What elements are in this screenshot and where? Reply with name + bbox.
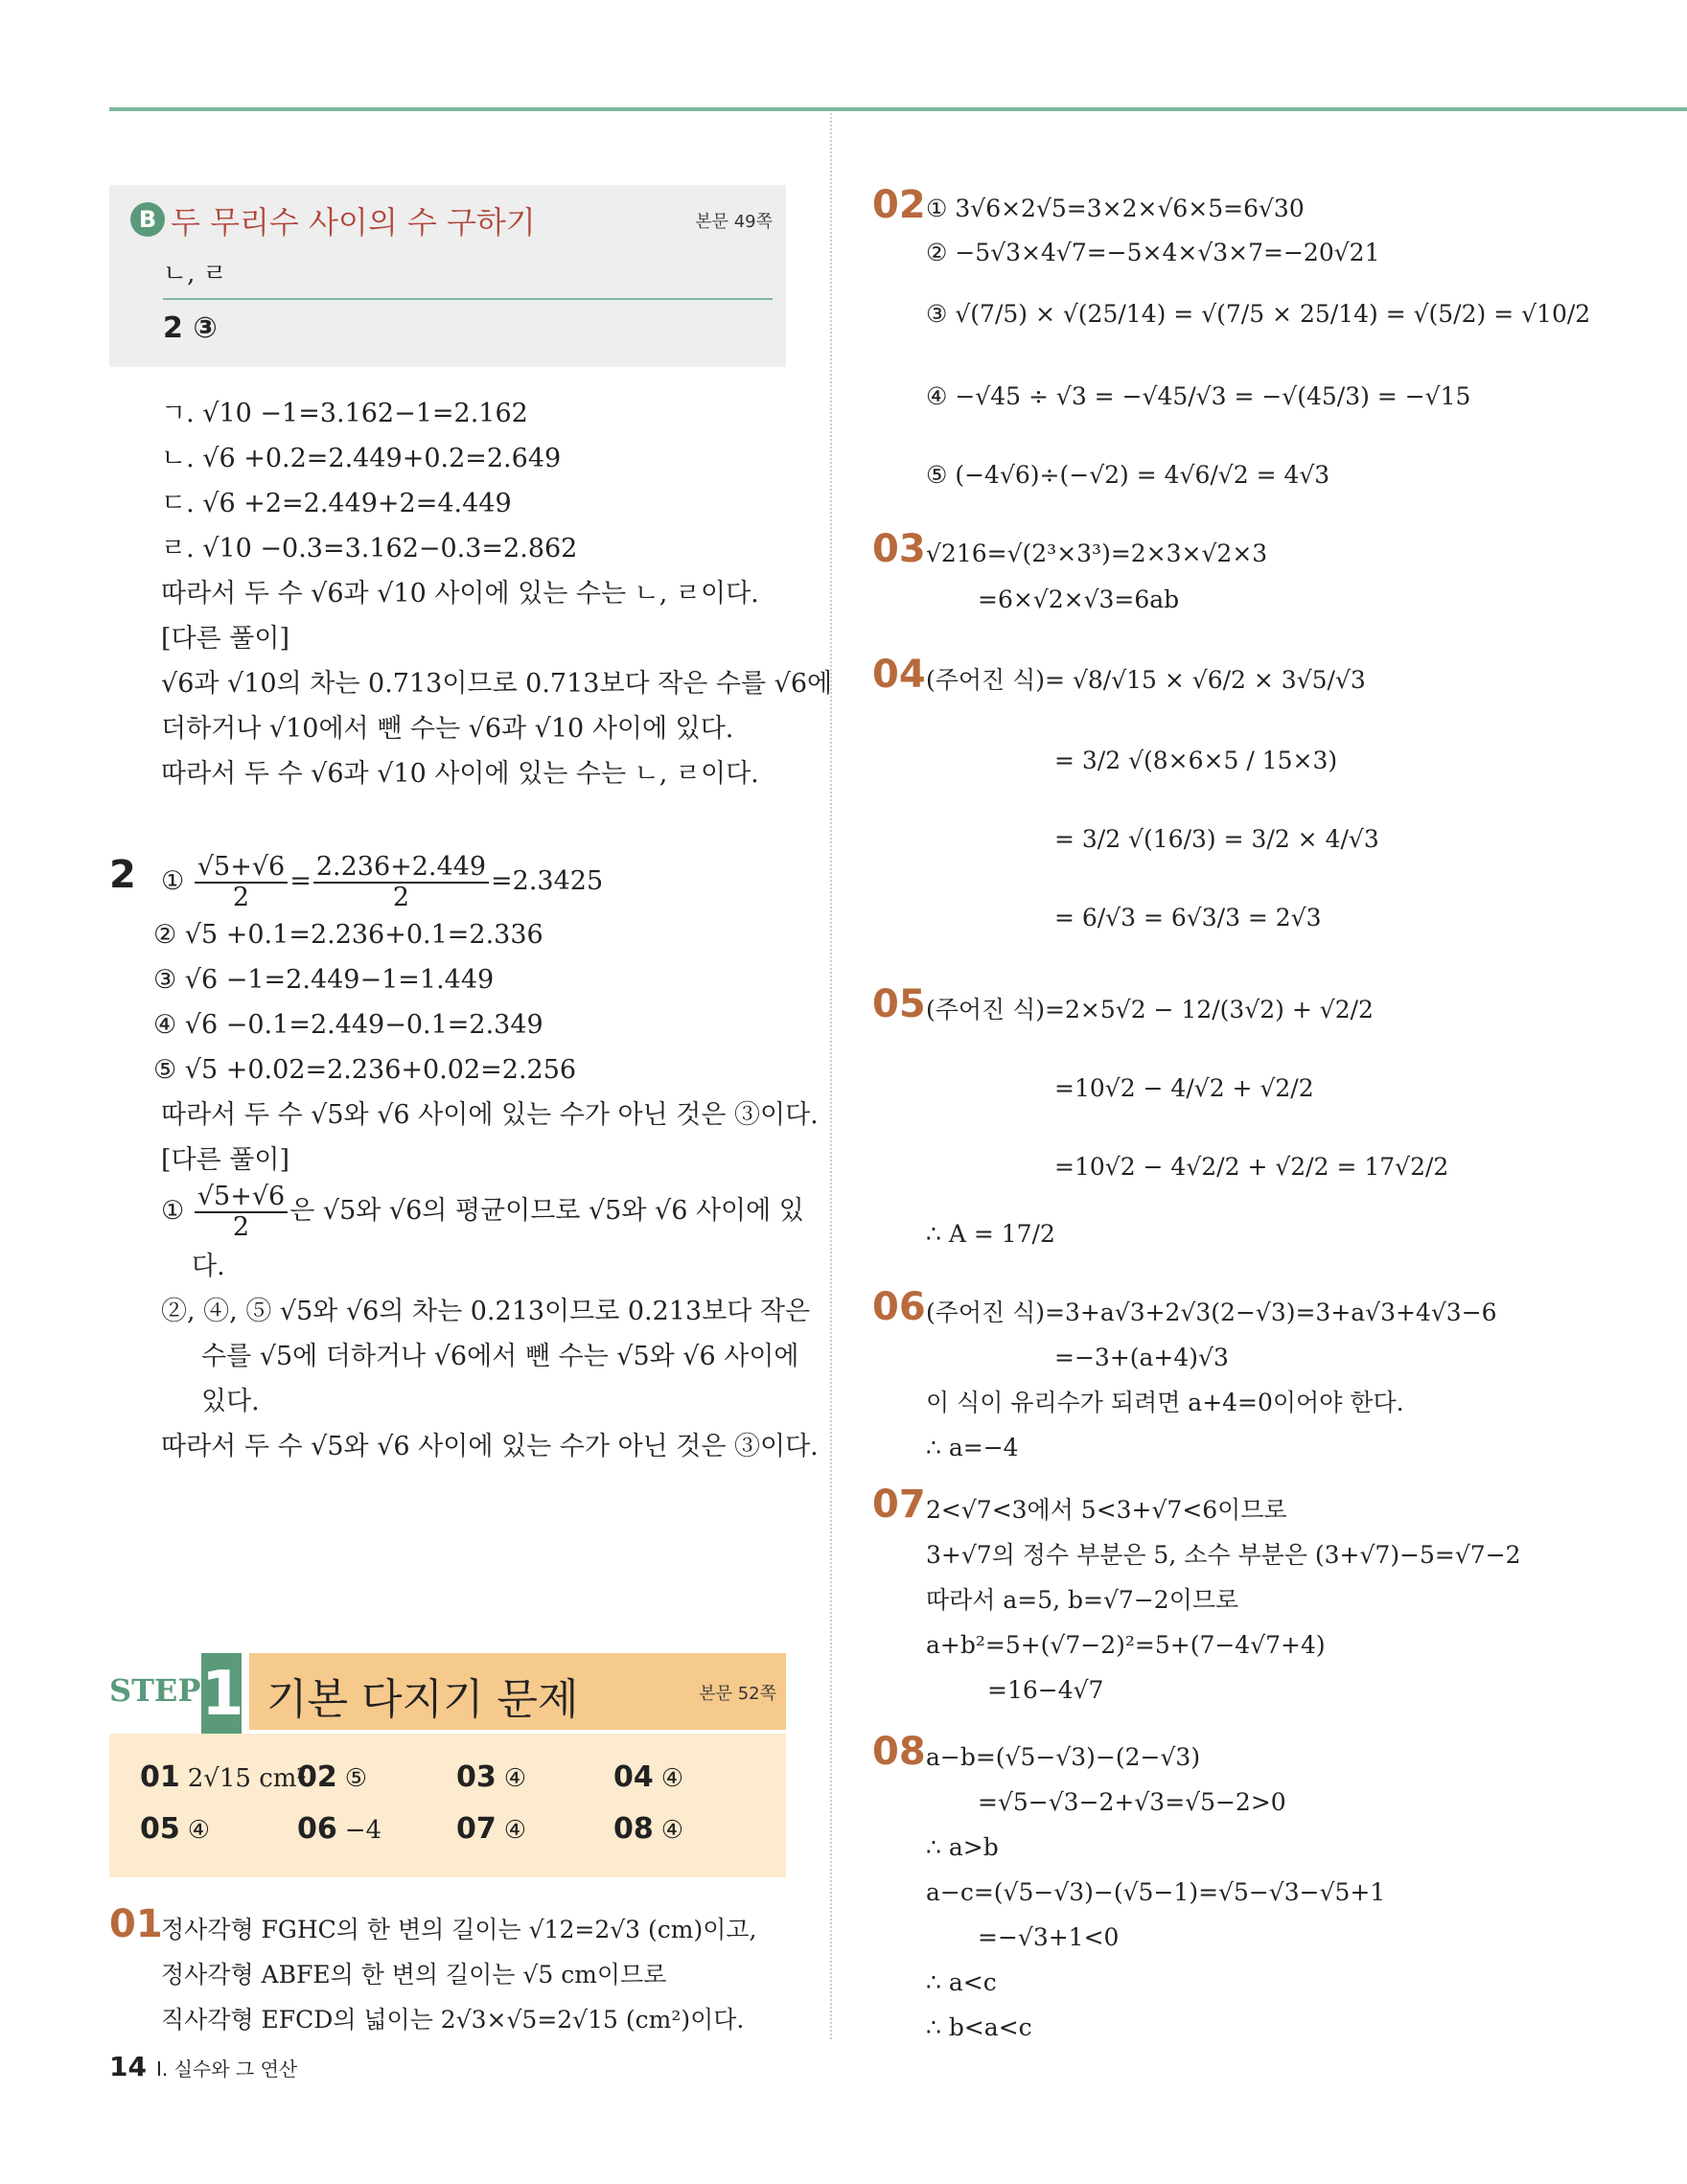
- q06-line: =−3+(a+4)√3: [1054, 1344, 1229, 1371]
- answer-item: [613, 1812, 683, 1846]
- b2-alt-1: [161, 1181, 804, 1242]
- q05-number: 05: [872, 982, 926, 1026]
- b2-line: [다른 풀이]: [161, 1145, 289, 1175]
- b1-line: √6과 √10의 차는 0.713이므로 0.713보다 작은 수를 √6에: [161, 669, 833, 699]
- answer-no: 07: [456, 1812, 497, 1846]
- q07-line: 3+√7의 정수 부분은 5, 소수 부분은 (3+√7)−5=√7−2: [926, 1541, 1521, 1569]
- q03-line: =6×√2×√3=6ab: [978, 586, 1180, 613]
- b1-line: ㄱ. √10 −1=3.162−1=2.162: [161, 399, 528, 428]
- q01-line: 직사각형 EFCD의 넓이는 2√3×√5=2√15 (cm²)이다.: [161, 2006, 745, 2034]
- q06-line: ∴ a=−4: [926, 1434, 1019, 1461]
- q06-number: 06: [872, 1285, 926, 1329]
- numerator: √5+√6: [195, 853, 288, 884]
- answer-item: [456, 1812, 526, 1846]
- step-word: STEP: [109, 1672, 201, 1709]
- answer-item: [140, 1812, 210, 1846]
- q07-line: 2<√7<3에서 5<3+√7<6이므로: [926, 1496, 1287, 1524]
- section-b-badge: B: [130, 202, 165, 237]
- answer-val: ④: [503, 1816, 527, 1845]
- b1-line: 따라서 두 수 √6과 √10 사이에 있는 수는 ㄴ, ㄹ이다.: [161, 759, 759, 789]
- q07-line: =16−4√7: [987, 1676, 1104, 1704]
- answer-val: ⑤: [344, 1764, 368, 1793]
- section-b-page-ref: 본문 49쪽: [695, 212, 773, 232]
- answer-val: ④: [503, 1764, 527, 1793]
- section-b-box: [109, 185, 786, 367]
- answer-val: −4: [344, 1816, 382, 1845]
- step-page-ref: 본문 52쪽: [699, 1684, 776, 1704]
- q03-number: 03: [872, 527, 926, 571]
- b2-number: 2: [109, 853, 136, 897]
- q02-line: ② −5√3×4√7=−5×4×√3×7=−20√21: [926, 239, 1380, 266]
- answer-box: [109, 1734, 786, 1877]
- q05-line: =10√2 − 4/√2 + √2/2: [1054, 1074, 1314, 1102]
- q01-line: 정사각형 ABFE의 한 변의 길이는 √5 cm이므로: [161, 1961, 667, 1989]
- step-title-bar: [249, 1653, 786, 1730]
- answer-no: 03: [456, 1760, 497, 1794]
- b2-alt-fraction: [195, 1183, 288, 1242]
- answer-item: [297, 1812, 381, 1846]
- answer-val: ④: [660, 1816, 684, 1845]
- q05-line: =10√2 − 4√2/2 + √2/2 = 17√2/2: [1054, 1153, 1449, 1181]
- b2-alt-line: 수를 √5에 더하거나 √6에서 뺀 수는 √5와 √6 사이에: [201, 1342, 799, 1371]
- b2-line: ② √5 +0.1=2.236+0.1=2.336: [153, 920, 543, 950]
- b2-fraction-1: [195, 853, 288, 912]
- column-divider: [830, 113, 832, 2039]
- answer-val: 2√15 cm²: [187, 1764, 307, 1793]
- step-section: [109, 1653, 786, 1883]
- b1-line: 따라서 두 수 √6과 √10 사이에 있는 수는 ㄴ, ㄹ이다.: [161, 579, 759, 609]
- b2-line1-prefix: ①: [161, 866, 185, 896]
- page-number: 14: [109, 2051, 147, 2082]
- b2-alt1-prefix: ①: [161, 1196, 185, 1226]
- b1-line: ㄹ. √10 −0.3=3.162−0.3=2.862: [161, 534, 578, 563]
- q07-line: a+b²=5+(√7−2)²=5+(7−4√7+4): [926, 1631, 1326, 1659]
- q07-line: 따라서 a=5, b=√7−2이므로: [926, 1586, 1239, 1614]
- denominator: 2: [232, 882, 250, 912]
- b2-alt-line: 따라서 두 수 √5와 √6 사이에 있는 수가 아닌 것은 ③이다.: [161, 1432, 819, 1461]
- q08-line: =−√3+1<0: [978, 1923, 1120, 1951]
- q08-number: 08: [872, 1730, 926, 1774]
- b2-alt-line: 있다.: [201, 1387, 260, 1416]
- b2-alt-line: ②, ④, ⑤ √5와 √6의 차는 0.213이므로 0.213보다 작은: [161, 1297, 811, 1326]
- q06-line: 이 식이 유리수가 되려면 a+4=0이어야 한다.: [926, 1389, 1404, 1416]
- section-b-answer-2: 2 ③: [163, 311, 218, 345]
- b2-line: ⑤ √5 +0.02=2.236+0.02=2.256: [153, 1055, 577, 1085]
- q04-number: 04: [872, 653, 926, 697]
- q02-line: ④ −√45 ÷ √3 = −√45/√3 = −√(45/3) = −√15: [926, 382, 1471, 410]
- q02-line: ① 3√6×2√5=3×2×√6×5=6√30: [926, 195, 1305, 222]
- b2-alt-1-cont: 다.: [192, 1252, 225, 1281]
- answer-item: [613, 1760, 683, 1794]
- q08-line: a−c=(√5−√3)−(√5−1)=√5−√3−√5+1: [926, 1878, 1386, 1906]
- b2-line: ④ √6 −0.1=2.449−0.1=2.349: [153, 1010, 543, 1040]
- answer-item: [297, 1760, 367, 1794]
- section-b-answer-1: ㄴ, ㄹ: [163, 260, 227, 288]
- denominator: 2: [392, 882, 410, 912]
- q02-line: ③ √(7/5) × √(25/14) = √(7/5 × 25/14) = √(5/2) = √10/2: [926, 300, 1591, 328]
- section-b-rule: [163, 298, 773, 300]
- q08-line: ∴ a>b: [926, 1833, 999, 1861]
- denominator: 2: [232, 1211, 250, 1242]
- q04-line: = 6/√3 = 6√3/3 = 2√3: [1054, 904, 1322, 931]
- answer-no: 01: [140, 1760, 180, 1794]
- numerator: 2.236+2.449: [313, 853, 489, 884]
- b1-line: [다른 풀이]: [161, 624, 289, 654]
- answer-item: [456, 1760, 526, 1794]
- b2-line-1: [161, 851, 603, 912]
- q04-line: = 3/2 √(8×6×5 / 15×3): [1054, 747, 1338, 774]
- b2-alt1-tail: 은 √5와 √6의 평균이므로 √5와 √6 사이에 있: [289, 1196, 804, 1226]
- answer-item: [140, 1760, 307, 1794]
- answer-no: 08: [613, 1812, 654, 1846]
- answer-val: ④: [187, 1816, 211, 1845]
- q04-line: = 3/2 √(16/3) = 3/2 × 4/√3: [1054, 825, 1379, 853]
- q08-line: ∴ a<c: [926, 1968, 997, 1996]
- equals: =: [289, 866, 312, 896]
- b2-line1-tail: =2.3425: [491, 866, 604, 896]
- q01-number: 01: [109, 1902, 163, 1946]
- chapter-title: I. 실수와 그 연산: [155, 2058, 298, 2081]
- q02-line: ⑤ (−4√6)÷(−√2) = 4√6/√2 = 4√3: [926, 461, 1330, 489]
- numerator: √5+√6: [195, 1183, 288, 1213]
- q05-line: ∴ A = 17/2: [926, 1220, 1055, 1248]
- answer-val: ④: [660, 1764, 684, 1793]
- b2-line: ③ √6 −1=2.449−1=1.449: [153, 965, 495, 995]
- q08-line: a−b=(√5−√3)−(2−√3): [926, 1743, 1201, 1771]
- top-rule: [109, 107, 1687, 111]
- answer-no: 02: [297, 1760, 337, 1794]
- b2-fraction-2: [313, 853, 489, 912]
- step-number: 1: [201, 1653, 242, 1736]
- step-title: 기본 다지기 문제: [266, 1675, 579, 1724]
- q05-line: (주어진 식)=2×5√2 − 12/(3√2) + √2/2: [926, 996, 1374, 1023]
- section-b-title: 두 무리수 사이의 수 구하기: [171, 204, 536, 241]
- b1-line: 더하거나 √10에서 뺀 수는 √6과 √10 사이에 있다.: [161, 714, 734, 744]
- answer-no: 05: [140, 1812, 180, 1846]
- page-footer: [109, 2051, 297, 2082]
- q02-number: 02: [872, 183, 926, 227]
- answer-no: 04: [613, 1760, 654, 1794]
- q03-line: √216=√(2³×3³)=2×3×√2×3: [926, 540, 1268, 567]
- q07-number: 07: [872, 1483, 926, 1527]
- b2-line: 따라서 두 수 √5와 √6 사이에 있는 수가 아닌 것은 ③이다.: [161, 1100, 819, 1130]
- q08-line: =√5−√3−2+√3=√5−2>0: [978, 1788, 1286, 1816]
- b1-line: ㄷ. √6 +2=2.449+2=4.449: [161, 489, 512, 518]
- answer-no: 06: [297, 1812, 337, 1846]
- b1-line: ㄴ. √6 +0.2=2.449+0.2=2.649: [161, 444, 562, 473]
- q06-line: (주어진 식)=3+a√3+2√3(2−√3)=3+a√3+4√3−6: [926, 1299, 1497, 1326]
- q04-line: (주어진 식)= √8/√15 × √6/2 × 3√5/√3: [926, 666, 1366, 694]
- q08-line: ∴ b<a<c: [926, 2013, 1032, 2041]
- q01-line: 정사각형 FGHC의 한 변의 길이는 √12=2√3 (cm)이고,: [161, 1916, 757, 1943]
